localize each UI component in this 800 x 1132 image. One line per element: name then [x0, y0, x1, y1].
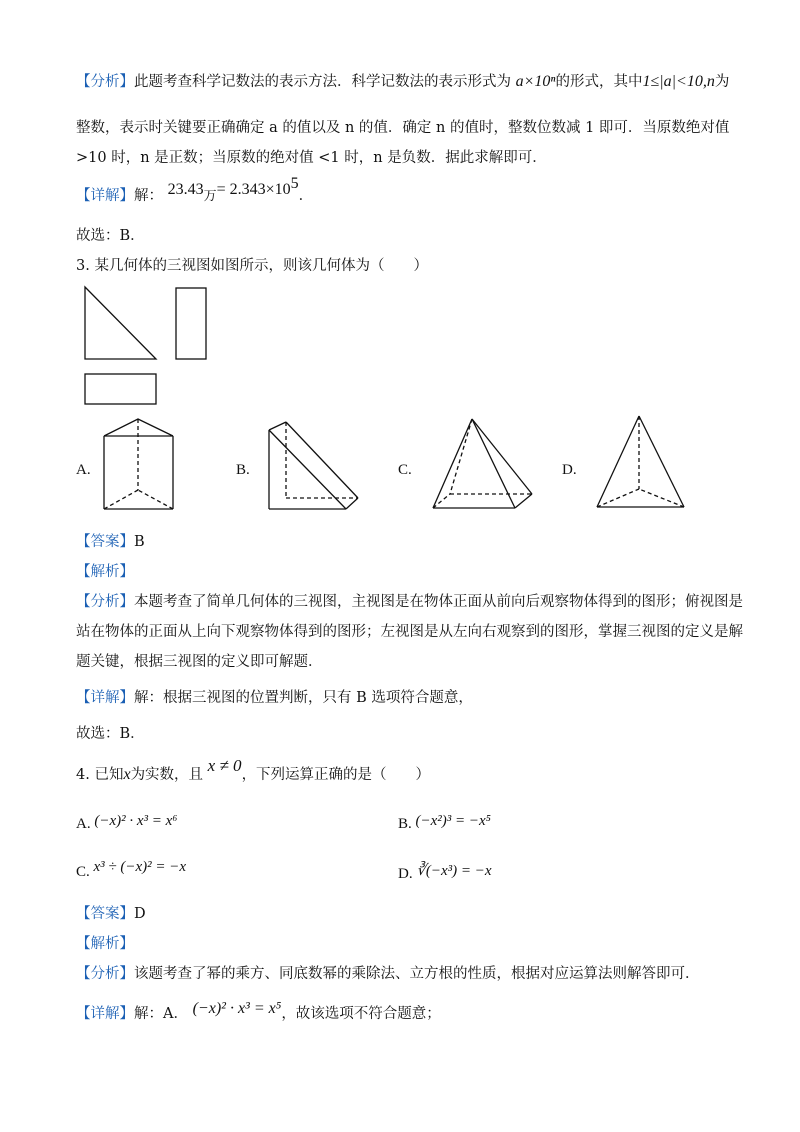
- q2-choose: 故选：B．: [76, 228, 145, 244]
- option-a-figure: [103, 418, 183, 513]
- q3-analysis-line2: 站在物体的正面从上向下观察物体得到的图形；左视图是从左向右观察到的图形，掌握三视图的定义是解: [76, 624, 743, 640]
- condition-expr: x ≠ 0: [207, 756, 242, 775]
- q3-analysis-line3: 题关键，根据三视图的定义即可解题．: [76, 654, 323, 670]
- q3-explain-label: 【解析】: [76, 564, 134, 580]
- side-view-rect: [176, 288, 206, 359]
- three-view-figure: [84, 286, 224, 411]
- sci-form: a×10ⁿ: [515, 73, 556, 90]
- q2-analysis-line2: 整数，表示时关键要正确确定 a 的值以及 n 的值．确定 n 的值时，整数位数减 1 即可．当原数绝对值: [76, 120, 730, 136]
- q2-analysis-line1: 【分析】此题考查科学记数法的表示方法．科学记数法的表示形式为 a×10ⁿ的形式，其中1≤|a|<10,n为: [76, 73, 730, 90]
- q4-option-c[interactable]: C. x³ ÷ (−x)² = −x: [76, 859, 187, 880]
- q3-analysis-line1: 【分析】本题考查了简单几何体的三视图，主视图是在物体正面从前向后观察物体得到的图形；俯视图是: [76, 594, 743, 610]
- analysis-label: 【分析】: [76, 74, 134, 90]
- q2-detail: 【详解】解： 23.43万= $2.343\times 10^5$．: [76, 175, 314, 204]
- q4-option-b[interactable]: B. (−x²)³ = −x⁵: [398, 813, 491, 832]
- option-d-figure: [596, 415, 696, 510]
- option-b-figure: [266, 420, 366, 515]
- q4-analysis: 【分析】该题考查了幂的乘方、同底数幂的乘除法、立方根的性质，根据对应运算法则解答即可．: [76, 966, 700, 982]
- q3-option-b-label[interactable]: B.: [236, 462, 250, 478]
- range-expr: 1≤|a|<10,n: [642, 73, 715, 90]
- front-view-triangle: [85, 287, 156, 359]
- q4-option-d[interactable]: D. ∛(−x³) = −x: [398, 863, 492, 882]
- q3-choose: 故选：B．: [76, 726, 145, 742]
- q4-answer: 【答案】D: [76, 906, 146, 922]
- q3-option-c-label[interactable]: C.: [398, 462, 412, 478]
- q4-explain-label: 【解析】: [76, 936, 134, 952]
- q4-detail: 【详解】解：A． (−x)² · x³ = x⁵，故该选项不符合题意；: [76, 1000, 441, 1022]
- q3-stem: 3. 某几何体的三视图如图所示，则该几何体为（ ）: [76, 258, 428, 274]
- q3-detail: 【详解】解：根据三视图的位置判断，只有 B 选项符合题意，: [76, 690, 473, 706]
- q2-analysis-line3: >10 时，n 是正数；当原数的绝对值 <1 时，n 是负数．据此求解即可．: [76, 150, 547, 166]
- q3-answer: 【答案】B: [76, 534, 145, 550]
- q4-option-a[interactable]: A. (−x)² · x³ = x⁶: [76, 813, 178, 832]
- q3-option-a-label[interactable]: A.: [76, 462, 91, 478]
- top-view-rect: [85, 374, 156, 404]
- q3-option-d-label[interactable]: D.: [562, 462, 577, 478]
- q4-stem: 4. 已知x为实数，且 x ≠ 0，下列运算正确的是（ ）: [76, 756, 431, 783]
- detail-label: 【详解】: [76, 188, 134, 204]
- option-c-figure: [432, 418, 542, 513]
